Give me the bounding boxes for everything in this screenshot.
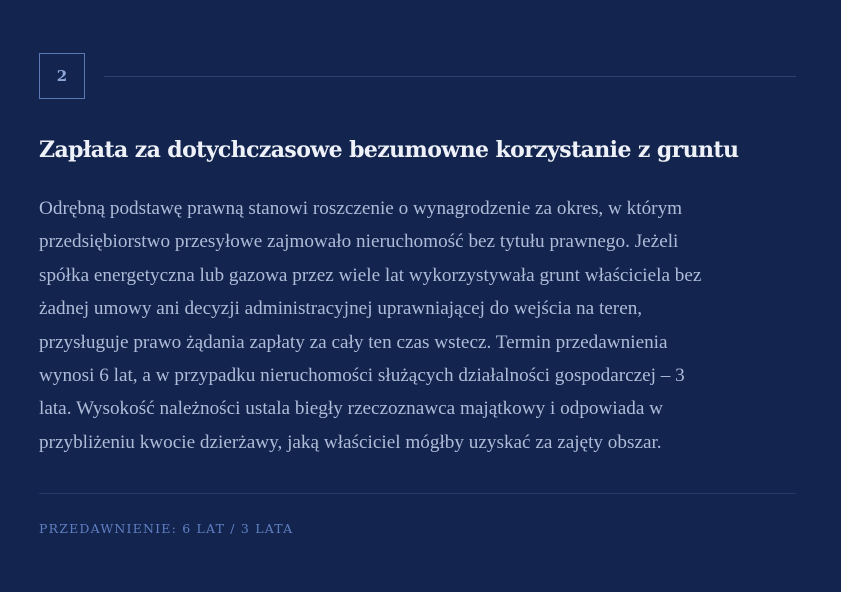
body-line: przedsiębiorstwo przesyłowe zajmowało nieruchomość bez tytułu prawnego. Jeżeli — [39, 231, 679, 253]
body-line: lata. Wysokość należności ustala biegły rzeczoznawca majątkowy i odpowiada w — [39, 398, 663, 420]
body-line: przybliżeniu kwocie dzierżawy, jaką właściciel mógłby uzyskać za zajęty obszar. — [39, 431, 662, 453]
section-title: Zapłata za dotychczasowe bezumowne korzystanie z gruntu — [39, 137, 739, 163]
footer-divider — [39, 493, 796, 494]
body-line: wynosi 6 lat, a w przypadku nieruchomości służących działalności gospodarczej – 3 — [39, 365, 685, 387]
section-number: 2 — [56, 67, 68, 85]
section-body — [39, 192, 829, 459]
body-line: spółka energetyczna lub gazowa przez wiele lat wykorzystywała grunt właściciela bez — [39, 264, 702, 286]
body-line: przysługuje prawo żądania zapłaty za cały ten czas wstecz. Termin przedawnienia — [39, 331, 668, 353]
section-number-badge — [39, 53, 85, 99]
limitation-note: PRZEDAWNIENIE: 6 LAT / 3 LATA — [39, 521, 294, 536]
body-line: żadnej umowy ani decyzji administracyjnej uprawniającej do wejścia na teren, — [39, 298, 643, 320]
body-line: Odrębną podstawę prawną stanowi roszczenie o wynagrodzenie za okres, w którym — [39, 198, 683, 219]
header-divider — [104, 76, 796, 77]
